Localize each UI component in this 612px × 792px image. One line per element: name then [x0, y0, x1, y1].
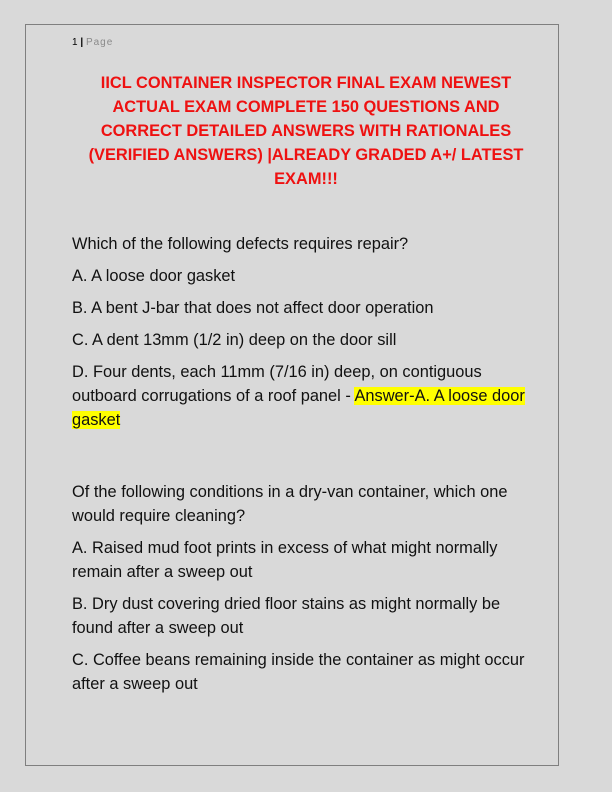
answer-option-d	[72, 360, 542, 432]
answer-option-b: B. Dry dust covering dried floor stains as might normally be found after a sweep out	[72, 595, 501, 637]
answer-option-b: B. A bent J-bar that does not affect door operation	[72, 299, 434, 317]
answer-option-c: C. Coffee beans remaining inside the container as might occur after a sweep out	[72, 651, 525, 693]
page-number: 1	[72, 37, 78, 48]
question-text: Which of the following defects requires repair?	[72, 235, 409, 253]
answer-option-a: A. Raised mud foot prints in excess of what might normally remain after a sweep out	[72, 539, 498, 581]
answer-option-c: C. A dent 13mm (1/2 in) deep on the door sill	[72, 331, 397, 349]
page-separator: |	[80, 37, 84, 48]
question-block-2	[72, 480, 542, 696]
answer-option-a: A. A loose door gasket	[72, 267, 236, 285]
document-title: IICL CONTAINER INSPECTOR FINAL EXAM NEWEST ACTUAL EXAM COMPLETE 150 QUESTIONS AND CORRECT DETAILED ANSWERS WITH RATIONALES (VERIFIED ANSWERS) |ALREADY GRADED A+/ LATEST EXAM!!!	[88, 74, 524, 188]
question-block-1	[72, 232, 542, 432]
document-body	[72, 232, 542, 696]
page-word: Page	[85, 37, 114, 48]
highlighted-answer: Answer-A. A loose door gasket	[72, 387, 525, 429]
page-number-header	[72, 37, 113, 48]
question-text: Of the following conditions in a dry-van container, which one would require cleaning?	[72, 483, 508, 525]
answer-option-d-text: D. Four dents, each 11mm (7/16 in) deep, on contiguous outboard corrugations of a roof panel -	[72, 363, 482, 405]
question-spacer	[72, 432, 542, 480]
